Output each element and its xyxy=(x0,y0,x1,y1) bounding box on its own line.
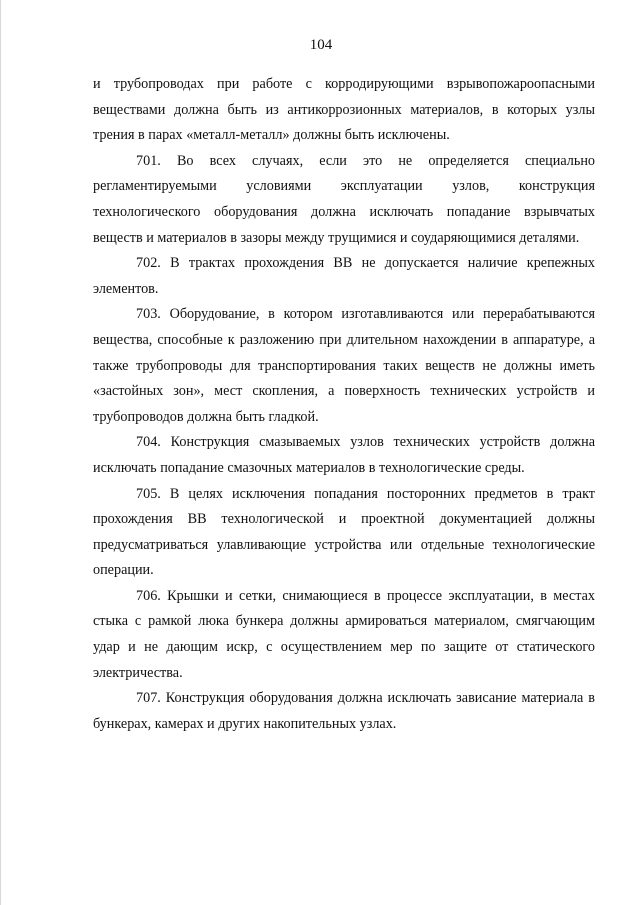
paragraph-continuation: и трубопроводах при работе с корродирующими взрывопожароопасными веществами должна быть из антикоррозионных материалов, в которых узлы трения в парах «металл-металл» должны быть исключены. xyxy=(93,76,595,144)
paragraph-703: 703. Оборудование, в котором изготавливаются или перерабатываются вещества, способные к разложению при длительном нахождении в аппаратуре, а также трубопроводы для транспортирования таких веществ не должны иметь «застойных зон», мест скопления, а поверхность технических устройств и трубопроводов должна быть гладкой. xyxy=(93,306,595,425)
paragraph-705: 705. В целях исключения попадания посторонних предметов в тракт прохождения ВВ технологической и проектной документацией должны предусматриваться улавливающие устройства или отдельные технологические операции. xyxy=(93,485,595,579)
page-number: 104 xyxy=(309,37,333,53)
paragraph-707: 707. Конструкция оборудования должна исключать зависание материала в бункерах, камерах и других накопительных узлах. xyxy=(93,690,595,732)
paragraph-701: 701. Во всех случаях, если это не определяется специально регламентируемыми условиями эксплуатации узлов, конструкция технологического оборудования должна исключать попадание взрывчатых веществ и материалов в зазоры между трущимися и соударяющимися деталями. xyxy=(93,152,595,246)
paragraph-706: 706. Крышки и сетки, снимающиеся в процессе эксплуатации, в местах стыка с рамкой люка бункера должны армироваться материалом, смягчающим удар и не дающим искр, с осуществлением мер по защите от статического электричества. xyxy=(93,587,595,681)
paragraph-704: 704. Конструкция смазываемых узлов технических устройств должна исключать попадание смазочных материалов в технологические среды. xyxy=(93,434,595,476)
document-body xyxy=(93,72,595,737)
paragraph-702: 702. В трактах прохождения ВВ не допускается наличие крепежных элементов. xyxy=(93,255,595,297)
